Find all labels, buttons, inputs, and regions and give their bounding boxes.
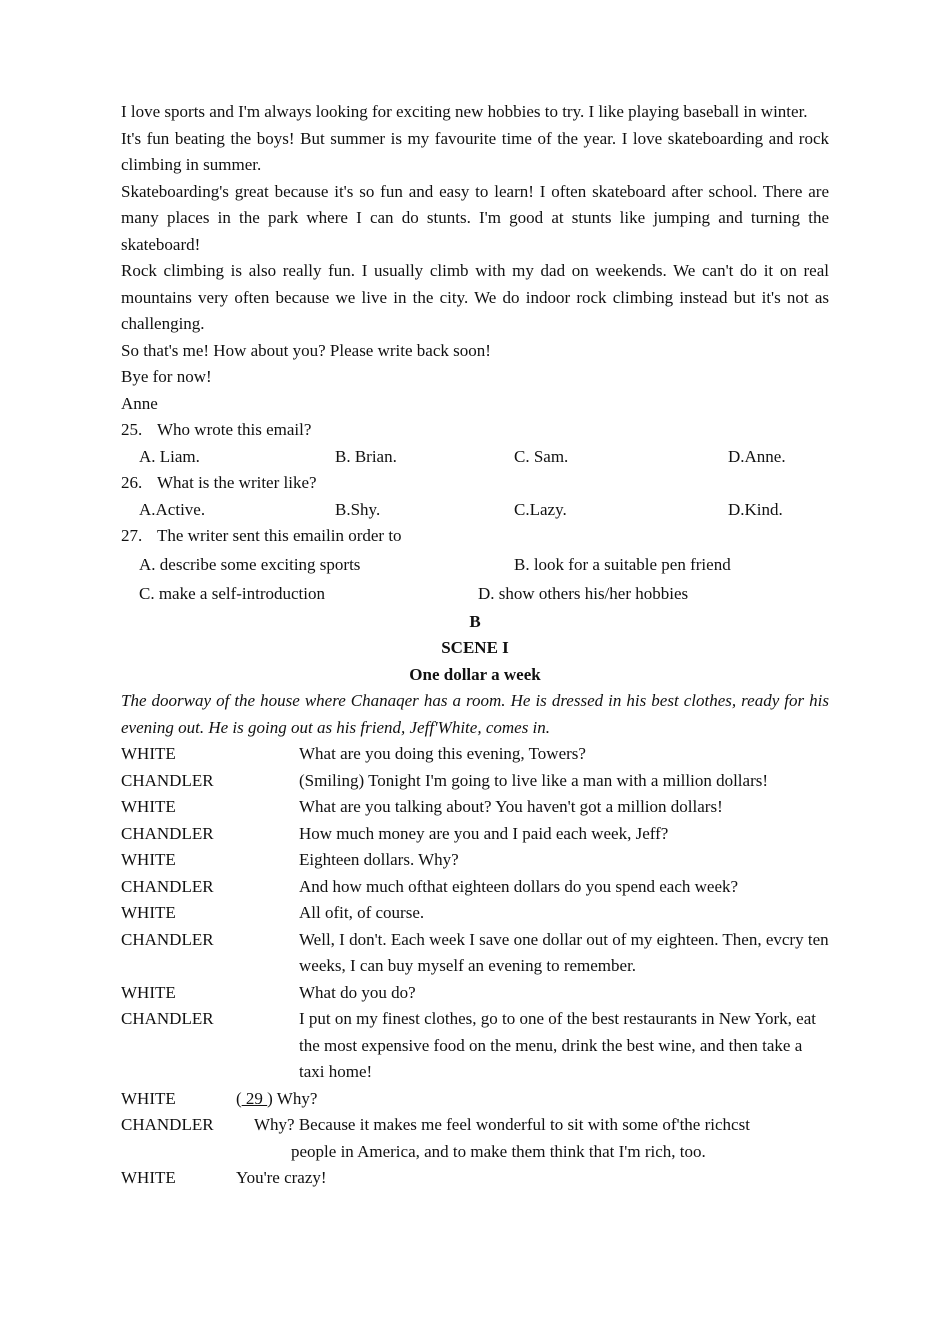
option-b[interactable]: B.Shy.: [335, 499, 381, 519]
speaker: WHITE: [121, 744, 176, 763]
speaker: WHITE: [121, 797, 176, 816]
dialogue-line: [121, 1086, 829, 1113]
dialogue-line: [121, 768, 829, 795]
option-a[interactable]: A. Liam.: [139, 446, 200, 466]
dialogue-line: [121, 847, 829, 874]
question-text: The writer sent this emailin order to: [157, 526, 402, 545]
speech-continued: people in America, and to make them think that I'm rich, too.: [291, 1141, 706, 1161]
scene-heading: SCENE I: [441, 638, 509, 657]
dialogue-line: [121, 821, 829, 848]
question-number: 27.: [121, 526, 143, 545]
scene-title: One dollar a week: [409, 664, 541, 684]
blank-29[interactable]: 29: [241, 1088, 268, 1108]
dialogue-line: [121, 1112, 829, 1165]
option-d[interactable]: D. show others his/her hobbies: [478, 583, 689, 603]
question-text: Who wrote this email?: [157, 420, 312, 439]
speaker: WHITE: [121, 1168, 176, 1187]
dialogue-line: [121, 1006, 829, 1086]
email-paragraph: So that's me! How about you? Please write back soon!: [121, 340, 491, 360]
option-a[interactable]: A. describe some exciting sports: [139, 554, 361, 574]
speaker: WHITE: [121, 903, 176, 922]
email-signature: Anne: [121, 393, 158, 413]
speech: (Smiling) Tonight I'm going to live like a man with a million dollars!: [299, 770, 769, 790]
email-paragraph: Skateboarding's great because it's so fun and easy to learn! I often skateboard after school. There are many places in the park where I can do stunts. I'm good at stunts like jumping and turning the skateboard!: [121, 181, 829, 254]
document-page: [121, 99, 829, 1192]
dialogue-line: [121, 927, 829, 980]
option-c[interactable]: C. make a self-introduction: [139, 583, 326, 603]
speech: All ofit, of course.: [299, 903, 425, 922]
question-26: [121, 470, 829, 497]
paren-open: (: [236, 1088, 242, 1108]
speech: Eighteen dollars. Why?: [299, 850, 459, 869]
speech: [236, 1086, 829, 1113]
speaker: WHITE: [121, 1088, 176, 1108]
dialogue-line: [121, 1165, 829, 1192]
question-27: [121, 523, 829, 550]
question-25: [121, 417, 829, 444]
speaker: CHANDLER: [121, 770, 214, 790]
email-signoff: Bye for now!: [121, 367, 212, 386]
dialogue-line: [121, 741, 829, 768]
section-letter: B: [469, 611, 481, 631]
option-d[interactable]: D.Anne.: [728, 446, 786, 466]
dialogue-line: [121, 980, 829, 1007]
stage-direction: The doorway of the house where Chanaqer has a room. He is dressed in his best clothes, ready for his evening out. He is going out as his friend, Jeff'White, comes in.: [121, 691, 829, 737]
options-row: [121, 497, 829, 524]
option-d[interactable]: D.Kind.: [728, 499, 783, 519]
speech: Why? Because it makes me feel wonderful to sit with some of'the richcst: [254, 1115, 750, 1134]
speech: What are you doing this evening, Towers?: [299, 744, 586, 763]
speech: How much money are you and I paid each week, Jeff?: [299, 823, 669, 843]
speech-rest: ) Why?: [267, 1088, 318, 1108]
options-row: [121, 444, 829, 471]
email-paragraph: It's fun beating the boys! But summer is my favourite time of the year. I love skateboarding and rock climbing in summer.: [121, 128, 829, 174]
option-c[interactable]: C. Sam.: [514, 446, 569, 466]
option-b[interactable]: B. look for a suitable pen friend: [514, 554, 731, 574]
question-text: What is the writer like?: [157, 473, 317, 492]
speaker: CHANDLER: [121, 1115, 214, 1134]
speaker: CHANDLER: [121, 1009, 214, 1028]
option-b[interactable]: B. Brian.: [335, 446, 397, 466]
email-paragraph: Rock climbing is also really fun. I usually climb with my dad on weekends. We can't do it on real mountains very often because we live in the city. We do indoor rock climbing instead but it's not as challenging.: [121, 261, 829, 333]
speech: What do you do?: [299, 982, 416, 1002]
email-paragraph: I love sports and I'm always looking for exciting new hobbies to try. I like playing baseball in winter.: [121, 102, 808, 121]
options-row: [121, 581, 829, 609]
dialogue-line: [121, 874, 829, 901]
option-a[interactable]: A.Active.: [139, 499, 206, 519]
speaker: WHITE: [121, 850, 176, 869]
dialogue-line: [121, 900, 829, 927]
options-row: [121, 550, 829, 581]
speech: I put on my finest clothes, go to one of the best restaurants in New York, eat the most expensive food on the menu, drink the best wine, and then take a taxi home!: [299, 1009, 816, 1081]
dialogue-line: [121, 794, 829, 821]
question-number: 25.: [121, 420, 143, 439]
speaker: CHANDLER: [121, 823, 214, 843]
speech: Well, I don't. Each week I save one dollar out of my eighteen. Then, evcry ten weeks, I can buy myself an evening to remember.: [299, 929, 829, 975]
option-c[interactable]: C.Lazy.: [514, 499, 567, 519]
speaker: CHANDLER: [121, 876, 214, 896]
speaker: WHITE: [121, 982, 176, 1002]
speaker: CHANDLER: [121, 929, 214, 949]
speech: You're crazy!: [236, 1168, 327, 1187]
speech: What are you talking about? You haven't got a million dollars!: [299, 797, 723, 816]
question-number: 26.: [121, 473, 143, 492]
speech: And how much ofthat eighteen dollars do you spend each week?: [299, 876, 739, 896]
